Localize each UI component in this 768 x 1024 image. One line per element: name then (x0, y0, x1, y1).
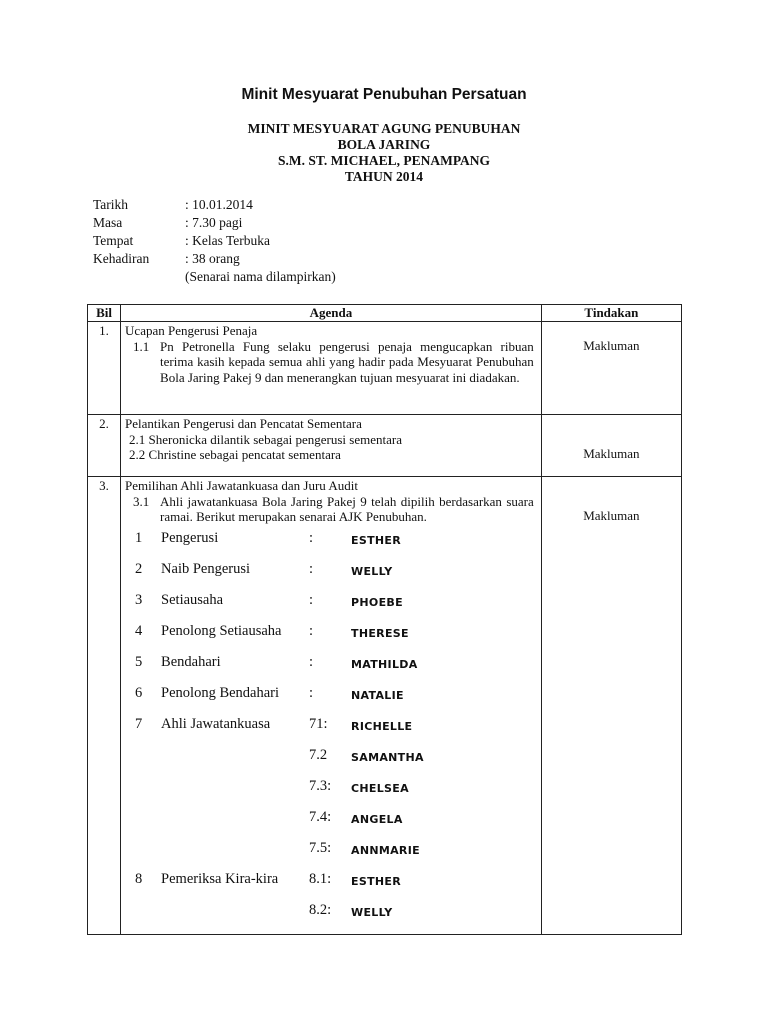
action-text: Makluman (583, 446, 640, 461)
member-name: ESTHER (351, 533, 401, 547)
member-name: SAMANTHA (351, 750, 424, 764)
attendance-note: (Senarai nama dilampirkan) (185, 269, 336, 284)
member-separator: : (309, 529, 314, 546)
committee-row (125, 806, 534, 837)
member-separator: 7.4: (309, 808, 332, 825)
member-number: 7 (135, 715, 143, 732)
member-role: Bendahari (161, 653, 221, 670)
committee-row (125, 651, 534, 682)
info-value: : 38 orang (185, 251, 240, 266)
row-number: 2. (88, 415, 121, 477)
member-number: 6 (135, 684, 143, 701)
table-row (88, 415, 682, 477)
info-value: : 7.30 pagi (185, 215, 243, 230)
committee-row (125, 775, 534, 806)
member-name: ESTHER (351, 874, 401, 888)
member-number: 3 (135, 591, 143, 608)
member-number: 8 (135, 870, 143, 887)
member-name: ANGELA (351, 812, 403, 826)
committee-row (125, 713, 534, 744)
member-role: Setiausaha (161, 591, 224, 608)
committee-row (125, 589, 534, 620)
agenda-subitem: 2.1 Sheronicka dilantik sebagai pengerusi sementara (129, 431, 402, 447)
member-name: ANNMARIE (351, 843, 420, 857)
info-label: Masa (93, 215, 123, 230)
info-value: : Kelas Terbuka (185, 233, 271, 248)
agenda-subitem: 2.2 Christine sebagai pencatat sementara (129, 447, 341, 463)
member-name: PHOEBE (351, 595, 403, 609)
action-cell (541, 322, 681, 415)
info-row-masa (93, 214, 336, 232)
action-text: Makluman (583, 508, 640, 523)
committee-row (125, 837, 534, 868)
member-separator: 7.5: (309, 839, 332, 856)
member-role: Penolong Bendahari (161, 684, 280, 701)
action-cell (541, 477, 681, 935)
info-row-tempat (93, 232, 336, 250)
subitem-text: Pn Petronella Fung selaku pengerusi penaja mengucapkan ribuan terima kasih kepada semua ahli yang hadir pada Mesyuarat Penubuhan Bola Jaring Pakej 9 dan menerangkan tujuan mesyuarat ini diadakan. (160, 338, 534, 385)
row-number: 1. (88, 322, 121, 415)
minutes-heading (0, 121, 768, 185)
member-name: MATHILDA (351, 657, 418, 671)
member-name: WELLY (351, 564, 393, 578)
member-role: Pemeriksa Kira-kira (161, 870, 279, 887)
member-name: NATALIE (351, 688, 404, 702)
heading-line-3: S.M. ST. MICHAEL, PENAMPANG (277, 153, 491, 168)
action-text: Makluman (583, 338, 640, 353)
member-number: 2 (135, 560, 143, 577)
agenda-cell (121, 415, 542, 477)
table-row (88, 477, 682, 935)
member-separator: 8.1: (309, 870, 332, 887)
subitem-number: 1.1 (133, 338, 150, 354)
member-role: Pengerusi (161, 529, 219, 546)
heading-line-4: TAHUN 2014 (344, 169, 424, 184)
info-row-tarikh (93, 196, 336, 214)
member-name: THERESE (351, 626, 409, 640)
committee-row (125, 620, 534, 651)
action-cell (541, 415, 681, 477)
member-separator: 7.2 (309, 746, 328, 763)
agenda-cell (121, 477, 542, 935)
info-label: Kehadiran (93, 251, 150, 266)
subitem-text: Ahli jawatankuasa Bola Jaring Pakej 9 telah dipilih berdasarkan suara ramai. Berikut merupakan senarai AJK Penubuhan. (160, 493, 534, 525)
committee-row (125, 868, 534, 899)
header-agenda: Agenda (121, 305, 542, 322)
member-separator: : (309, 560, 314, 577)
agenda-subitem (125, 339, 534, 386)
committee-row (125, 899, 534, 930)
document-title: Minit Mesyuarat Penubuhan Persatuan (241, 86, 527, 103)
header-bil: Bil (88, 305, 121, 322)
agenda-table (87, 304, 682, 935)
member-separator: : (309, 591, 314, 608)
member-role: Ahli Jawatankuasa (161, 715, 271, 732)
member-number: 5 (135, 653, 143, 670)
member-separator: : (309, 684, 314, 701)
committee-row (125, 682, 534, 713)
committee-row (125, 744, 534, 775)
committee-row (125, 558, 534, 589)
header-tindakan: Tindakan (541, 305, 681, 322)
info-value: : 10.01.2014 (185, 197, 253, 212)
heading-line-2: BOLA JARING (337, 137, 431, 152)
agenda-title: Pelantikan Pengerusi dan Pencatat Sementara (125, 416, 362, 431)
member-role: Penolong Setiausaha (161, 622, 282, 639)
member-name: CHELSEA (351, 781, 409, 795)
member-number: 1 (135, 529, 143, 546)
table-header-row (88, 305, 682, 322)
agenda-title: Pemilihan Ahli Jawatankuasa dan Juru Audit (125, 478, 358, 493)
member-separator: : (309, 653, 314, 670)
member-separator: 7.3: (309, 777, 332, 794)
table-row (88, 322, 682, 415)
member-name: WELLY (351, 905, 393, 919)
committee-list (125, 527, 534, 930)
member-number: 4 (135, 622, 143, 639)
agenda-title: Ucapan Pengerusi Penaja (125, 323, 258, 338)
committee-row (125, 527, 534, 558)
member-separator: 71: (309, 715, 328, 732)
member-role: Naib Pengerusi (161, 560, 251, 577)
subitem-number: 3.1 (133, 493, 150, 509)
member-separator: 8.2: (309, 901, 332, 918)
agenda-cell (121, 322, 542, 415)
member-separator: : (309, 622, 314, 639)
heading-line-1: MINIT MESYUARAT AGUNG PENUBUHAN (247, 121, 521, 136)
info-row-kehadiran (93, 250, 336, 268)
info-label: Tempat (93, 233, 134, 248)
member-name: RICHELLE (351, 719, 413, 733)
info-label: Tarikh (93, 197, 129, 212)
meeting-info (93, 196, 336, 286)
row-number: 3. (88, 477, 121, 935)
agenda-subitem (125, 494, 534, 525)
